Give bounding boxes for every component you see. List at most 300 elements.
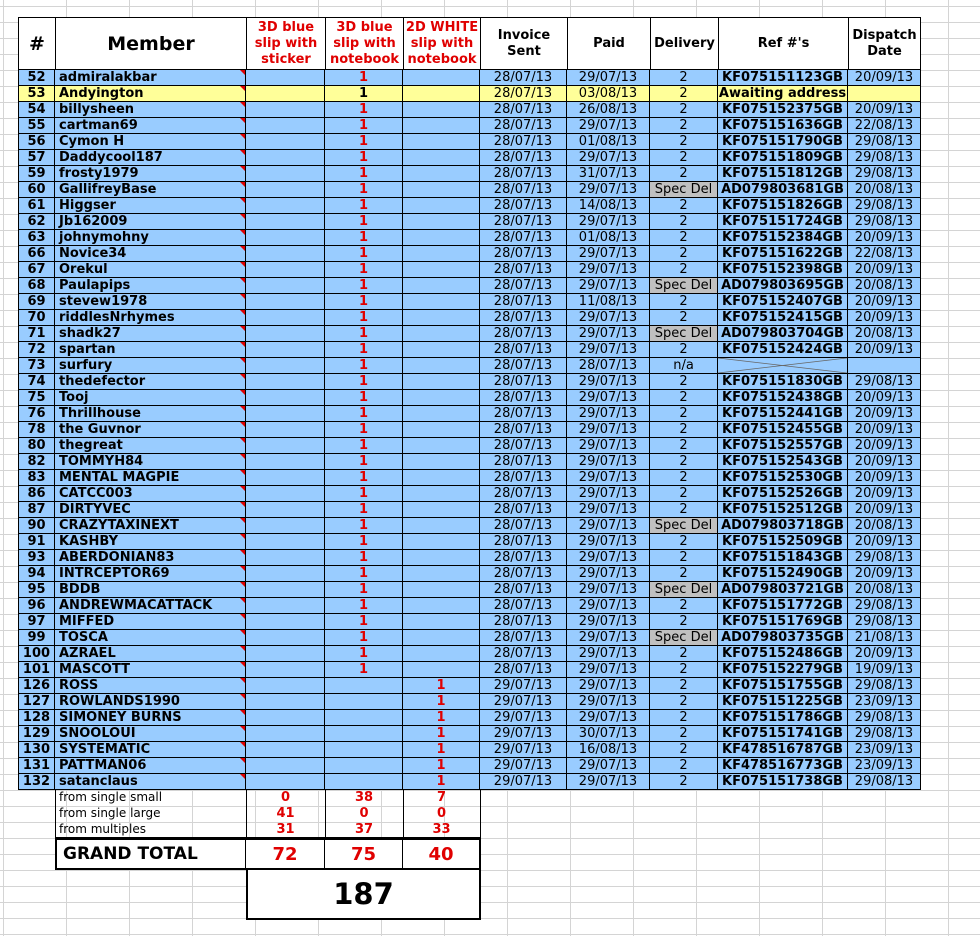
paid-date[interactable]: 01/08/13 — [567, 134, 650, 150]
qty-3d-sticker[interactable] — [246, 726, 325, 742]
member-name[interactable]: INTRCEPTOR69 — [55, 566, 246, 582]
dispatch-date[interactable]: 23/09/13 — [848, 742, 921, 758]
qty-3d-notebook[interactable] — [325, 726, 403, 742]
qty-3d-sticker[interactable] — [246, 246, 325, 262]
qty-2d-notebook[interactable] — [403, 278, 480, 294]
delivery-type[interactable]: 2 — [650, 438, 718, 454]
member-name[interactable]: thedefector — [55, 374, 246, 390]
qty-3d-sticker[interactable] — [246, 374, 325, 390]
row-number[interactable]: 126 — [18, 678, 55, 694]
dispatch-date[interactable]: 20/09/13 — [848, 310, 921, 326]
qty-3d-sticker[interactable] — [246, 278, 325, 294]
qty-3d-notebook[interactable] — [325, 742, 403, 758]
qty-3d-sticker[interactable] — [246, 134, 325, 150]
paid-date[interactable]: 29/07/13 — [567, 502, 650, 518]
row-number[interactable]: 57 — [18, 150, 55, 166]
qty-2d-notebook[interactable] — [403, 518, 480, 534]
member-name[interactable]: spartan — [55, 342, 246, 358]
dispatch-date[interactable]: 20/09/13 — [848, 294, 921, 310]
delivery-type[interactable]: 2 — [650, 758, 718, 774]
dispatch-date[interactable]: 29/08/13 — [848, 550, 921, 566]
invoice-date[interactable]: 28/07/13 — [480, 646, 567, 662]
qty-2d-notebook[interactable] — [403, 454, 480, 470]
qty-3d-sticker[interactable] — [246, 502, 325, 518]
ref-number[interactable]: KF075152415GB — [718, 310, 848, 326]
qty-3d-notebook[interactable]: 1 — [325, 502, 403, 518]
row-number[interactable]: 129 — [18, 726, 55, 742]
member-name[interactable]: Andyington — [55, 86, 246, 102]
dispatch-date[interactable]: 20/09/13 — [848, 646, 921, 662]
dispatch-date[interactable]: 29/08/13 — [848, 150, 921, 166]
delivery-type[interactable]: Spec Del — [650, 326, 718, 342]
row-number[interactable]: 63 — [18, 230, 55, 246]
header-paid[interactable]: Paid — [567, 17, 651, 70]
ref-number[interactable]: KF075152530GB — [718, 470, 848, 486]
member-name[interactable]: DIRTYVEC — [55, 502, 246, 518]
paid-date[interactable]: 29/07/13 — [567, 486, 650, 502]
row-number[interactable]: 87 — [18, 502, 55, 518]
qty-3d-sticker[interactable] — [246, 486, 325, 502]
delivery-type[interactable]: 2 — [650, 214, 718, 230]
qty-2d-notebook[interactable] — [403, 614, 480, 630]
paid-date[interactable]: 30/07/13 — [567, 726, 650, 742]
qty-2d-notebook[interactable]: 1 — [403, 694, 480, 710]
qty-3d-sticker[interactable] — [246, 742, 325, 758]
ref-number[interactable]: KF075151790GB — [718, 134, 848, 150]
invoice-date[interactable]: 28/07/13 — [480, 118, 567, 134]
paid-date[interactable]: 29/07/13 — [567, 550, 650, 566]
qty-3d-notebook[interactable]: 1 — [325, 214, 403, 230]
qty-3d-notebook[interactable]: 1 — [325, 166, 403, 182]
ref-number[interactable]: KF478516773GB — [718, 758, 848, 774]
delivery-type[interactable]: 2 — [650, 502, 718, 518]
delivery-type[interactable]: Spec Del — [650, 582, 718, 598]
ref-number[interactable]: KF075151786GB — [718, 710, 848, 726]
ref-number[interactable]: KF075151809GB — [718, 150, 848, 166]
invoice-date[interactable]: 29/07/13 — [480, 694, 567, 710]
invoice-date[interactable]: 28/07/13 — [480, 534, 567, 550]
ref-number[interactable]: AD079803721GB — [718, 582, 848, 598]
paid-date[interactable]: 29/07/13 — [567, 278, 650, 294]
dispatch-date[interactable]: 22/08/13 — [848, 246, 921, 262]
delivery-type[interactable]: 2 — [650, 102, 718, 118]
qty-3d-sticker[interactable] — [246, 326, 325, 342]
qty-3d-sticker[interactable] — [246, 102, 325, 118]
row-number[interactable]: 91 — [18, 534, 55, 550]
qty-2d-notebook[interactable] — [403, 294, 480, 310]
qty-3d-sticker[interactable] — [246, 614, 325, 630]
invoice-date[interactable]: 29/07/13 — [480, 710, 567, 726]
ref-number[interactable]: KF075152424GB — [718, 342, 848, 358]
qty-3d-sticker[interactable] — [246, 758, 325, 774]
row-number[interactable]: 80 — [18, 438, 55, 454]
member-name[interactable]: shadk27 — [55, 326, 246, 342]
paid-date[interactable]: 29/07/13 — [567, 214, 650, 230]
ref-number[interactable]: AD079803704GB — [718, 326, 848, 342]
dispatch-date[interactable]: 29/08/13 — [848, 710, 921, 726]
qty-2d-notebook[interactable] — [403, 198, 480, 214]
delivery-type[interactable]: 2 — [650, 726, 718, 742]
invoice-date[interactable]: 28/07/13 — [480, 550, 567, 566]
member-name[interactable]: ABERDONIAN83 — [55, 550, 246, 566]
paid-date[interactable]: 29/07/13 — [567, 310, 650, 326]
member-name[interactable]: SNOOLOUI — [55, 726, 246, 742]
delivery-type[interactable]: 2 — [650, 246, 718, 262]
delivery-type[interactable]: 2 — [650, 486, 718, 502]
invoice-date[interactable]: 28/07/13 — [480, 454, 567, 470]
row-number[interactable]: 67 — [18, 262, 55, 278]
dispatch-date[interactable]: 20/09/13 — [848, 230, 921, 246]
qty-2d-notebook[interactable] — [403, 86, 480, 102]
qty-3d-sticker[interactable] — [246, 230, 325, 246]
row-number[interactable]: 100 — [18, 646, 55, 662]
qty-2d-notebook[interactable] — [403, 598, 480, 614]
member-name[interactable]: PATTMAN06 — [55, 758, 246, 774]
paid-date[interactable]: 29/07/13 — [567, 774, 650, 790]
paid-date[interactable]: 29/07/13 — [567, 326, 650, 342]
qty-2d-notebook[interactable] — [403, 550, 480, 566]
delivery-type[interactable]: 2 — [650, 422, 718, 438]
delivery-type[interactable]: 2 — [650, 550, 718, 566]
delivery-type[interactable]: 2 — [650, 342, 718, 358]
invoice-date[interactable]: 28/07/13 — [480, 566, 567, 582]
qty-2d-notebook[interactable] — [403, 70, 480, 86]
qty-3d-sticker[interactable] — [246, 710, 325, 726]
dispatch-date[interactable]: 20/09/13 — [848, 470, 921, 486]
qty-3d-sticker[interactable] — [246, 294, 325, 310]
ref-number[interactable]: KF075152543GB — [718, 454, 848, 470]
qty-2d-notebook[interactable] — [403, 646, 480, 662]
ref-number[interactable]: KF075152398GB — [718, 262, 848, 278]
qty-3d-notebook[interactable]: 1 — [325, 438, 403, 454]
member-name[interactable]: Thrillhouse — [55, 406, 246, 422]
row-number[interactable]: 99 — [18, 630, 55, 646]
row-number[interactable]: 86 — [18, 486, 55, 502]
qty-2d-notebook[interactable] — [403, 486, 480, 502]
qty-3d-notebook[interactable]: 1 — [325, 390, 403, 406]
row-number[interactable]: 60 — [18, 182, 55, 198]
qty-3d-sticker[interactable] — [246, 358, 325, 374]
summary-label-single-small[interactable]: from single small — [59, 790, 163, 804]
qty-3d-sticker[interactable] — [246, 342, 325, 358]
qty-3d-notebook[interactable]: 1 — [325, 198, 403, 214]
delivery-type[interactable]: 2 — [650, 390, 718, 406]
paid-date[interactable]: 29/07/13 — [567, 70, 650, 86]
qty-3d-sticker[interactable] — [246, 598, 325, 614]
qty-3d-sticker[interactable] — [246, 518, 325, 534]
row-number[interactable]: 90 — [18, 518, 55, 534]
qty-3d-notebook[interactable]: 1 — [325, 310, 403, 326]
invoice-date[interactable]: 28/07/13 — [480, 326, 567, 342]
invoice-date[interactable]: 28/07/13 — [480, 406, 567, 422]
qty-3d-notebook[interactable]: 1 — [325, 342, 403, 358]
invoice-date[interactable]: 28/07/13 — [480, 518, 567, 534]
paid-date[interactable]: 29/07/13 — [567, 566, 650, 582]
member-name[interactable]: MENTAL MAGPIE — [55, 470, 246, 486]
qty-2d-notebook[interactable] — [403, 662, 480, 678]
delivery-type[interactable]: 2 — [650, 710, 718, 726]
invoice-date[interactable]: 28/07/13 — [480, 262, 567, 278]
invoice-date[interactable]: 28/07/13 — [480, 70, 567, 86]
row-number[interactable]: 83 — [18, 470, 55, 486]
invoice-date[interactable]: 28/07/13 — [480, 502, 567, 518]
qty-2d-notebook[interactable] — [403, 134, 480, 150]
delivery-type[interactable]: 2 — [650, 694, 718, 710]
ref-number[interactable]: KF075152455GB — [718, 422, 848, 438]
dispatch-date[interactable]: 20/08/13 — [848, 582, 921, 598]
invoice-date[interactable]: 29/07/13 — [480, 774, 567, 790]
dispatch-date[interactable]: 29/08/13 — [848, 214, 921, 230]
row-number[interactable]: 55 — [18, 118, 55, 134]
ref-number[interactable]: KF075151738GB — [718, 774, 848, 790]
dispatch-date[interactable] — [848, 358, 921, 374]
delivery-type[interactable]: 2 — [650, 614, 718, 630]
qty-3d-notebook[interactable]: 1 — [325, 150, 403, 166]
qty-3d-notebook[interactable]: 1 — [325, 294, 403, 310]
qty-3d-sticker[interactable] — [246, 678, 325, 694]
member-name[interactable]: admiralakbar — [55, 70, 246, 86]
ref-number[interactable]: KF075152486GB — [718, 646, 848, 662]
invoice-date[interactable]: 28/07/13 — [480, 278, 567, 294]
qty-3d-notebook[interactable]: 1 — [325, 518, 403, 534]
qty-2d-notebook[interactable] — [403, 102, 480, 118]
paid-date[interactable]: 29/07/13 — [567, 614, 650, 630]
summary-multiples-2d-notebook[interactable]: 33 — [432, 822, 451, 837]
qty-3d-notebook[interactable]: 1 — [325, 534, 403, 550]
dispatch-date[interactable]: 23/09/13 — [848, 694, 921, 710]
ref-number[interactable]: KF075151225GB — [718, 694, 848, 710]
ref-number[interactable]: KF075152438GB — [718, 390, 848, 406]
delivery-type[interactable]: 2 — [650, 662, 718, 678]
qty-2d-notebook[interactable] — [403, 406, 480, 422]
ref-number[interactable]: KF075151812GB — [718, 166, 848, 182]
member-name[interactable]: Orekul — [55, 262, 246, 278]
row-number[interactable]: 61 — [18, 198, 55, 214]
invoice-date[interactable]: 28/07/13 — [480, 486, 567, 502]
dispatch-date[interactable]: 20/09/13 — [848, 390, 921, 406]
delivery-type[interactable]: 2 — [650, 166, 718, 182]
row-number[interactable]: 130 — [18, 742, 55, 758]
qty-3d-notebook[interactable]: 1 — [325, 486, 403, 502]
qty-3d-notebook[interactable]: 1 — [325, 246, 403, 262]
dispatch-date[interactable]: 20/09/13 — [848, 422, 921, 438]
invoice-date[interactable]: 28/07/13 — [480, 422, 567, 438]
summary-multiples-3d-notebook[interactable]: 37 — [354, 822, 374, 837]
ref-number[interactable]: KF075151622GB — [718, 246, 848, 262]
ref-number[interactable]: AD079803718GB — [718, 518, 848, 534]
paid-date[interactable]: 29/07/13 — [567, 438, 650, 454]
member-name[interactable]: Cymon H — [55, 134, 246, 150]
grand-total-3d-sticker[interactable]: 72 — [246, 838, 326, 870]
qty-3d-sticker[interactable] — [246, 566, 325, 582]
qty-3d-sticker[interactable] — [246, 182, 325, 198]
delivery-type[interactable]: 2 — [650, 742, 718, 758]
qty-2d-notebook[interactable] — [403, 182, 480, 198]
paid-date[interactable]: 29/07/13 — [567, 678, 650, 694]
ref-number[interactable]: KF075151755GB — [718, 678, 848, 694]
qty-2d-notebook[interactable] — [403, 166, 480, 182]
ref-number[interactable] — [718, 358, 848, 374]
member-name[interactable]: TOSCA — [55, 630, 246, 646]
qty-2d-notebook[interactable] — [403, 438, 480, 454]
invoice-date[interactable]: 28/07/13 — [480, 614, 567, 630]
row-number[interactable]: 62 — [18, 214, 55, 230]
member-name[interactable]: MASCOTT — [55, 662, 246, 678]
dispatch-date[interactable]: 22/08/13 — [848, 118, 921, 134]
dispatch-date[interactable]: 23/09/13 — [848, 758, 921, 774]
qty-3d-sticker[interactable] — [246, 150, 325, 166]
invoice-date[interactable]: 28/07/13 — [480, 134, 567, 150]
ref-number[interactable]: KF075152441GB — [718, 406, 848, 422]
qty-3d-notebook[interactable]: 1 — [325, 102, 403, 118]
paid-date[interactable]: 29/07/13 — [567, 582, 650, 598]
qty-2d-notebook[interactable] — [403, 630, 480, 646]
qty-3d-notebook[interactable]: 1 — [325, 630, 403, 646]
ref-number[interactable]: KF075152375GB — [718, 102, 848, 118]
header-3d-sticker[interactable]: 3D blue slip with sticker — [246, 17, 326, 70]
qty-3d-notebook[interactable]: 1 — [325, 662, 403, 678]
member-name[interactable]: Novice34 — [55, 246, 246, 262]
row-number[interactable]: 97 — [18, 614, 55, 630]
ref-number[interactable]: KF075151769GB — [718, 614, 848, 630]
paid-date[interactable]: 29/07/13 — [567, 646, 650, 662]
row-number[interactable]: 127 — [18, 694, 55, 710]
dispatch-date[interactable]: 29/08/13 — [848, 678, 921, 694]
paid-date[interactable]: 29/07/13 — [567, 454, 650, 470]
qty-3d-sticker[interactable] — [246, 262, 325, 278]
paid-date[interactable]: 29/07/13 — [567, 598, 650, 614]
row-number[interactable]: 54 — [18, 102, 55, 118]
qty-2d-notebook[interactable] — [403, 150, 480, 166]
row-number[interactable]: 74 — [18, 374, 55, 390]
qty-2d-notebook[interactable] — [403, 390, 480, 406]
qty-3d-notebook[interactable]: 1 — [325, 646, 403, 662]
qty-2d-notebook[interactable]: 1 — [403, 742, 480, 758]
dispatch-date[interactable]: 20/08/13 — [848, 518, 921, 534]
overall-total[interactable]: 187 — [246, 868, 481, 920]
invoice-date[interactable]: 28/07/13 — [480, 198, 567, 214]
qty-2d-notebook[interactable] — [403, 214, 480, 230]
dispatch-date[interactable]: 29/08/13 — [848, 374, 921, 390]
delivery-type[interactable]: 2 — [650, 470, 718, 486]
dispatch-date[interactable]: 20/09/13 — [848, 534, 921, 550]
invoice-date[interactable]: 29/07/13 — [480, 742, 567, 758]
member-name[interactable]: AZRAEL — [55, 646, 246, 662]
paid-date[interactable]: 29/07/13 — [567, 262, 650, 278]
delivery-type[interactable]: 2 — [650, 230, 718, 246]
dispatch-date[interactable]: 20/09/13 — [848, 502, 921, 518]
invoice-date[interactable]: 28/07/13 — [480, 374, 567, 390]
qty-3d-sticker[interactable] — [246, 470, 325, 486]
header-delivery[interactable]: Delivery — [650, 17, 719, 70]
row-number[interactable]: 73 — [18, 358, 55, 374]
qty-2d-notebook[interactable] — [403, 422, 480, 438]
qty-3d-sticker[interactable] — [246, 534, 325, 550]
qty-3d-notebook[interactable]: 1 — [325, 326, 403, 342]
summary-multiples-3d-sticker[interactable]: 31 — [276, 822, 295, 837]
delivery-type[interactable]: Spec Del — [650, 630, 718, 646]
member-name[interactable]: Higgser — [55, 198, 246, 214]
grand-total-2d-notebook[interactable]: 40 — [403, 838, 481, 870]
qty-3d-notebook[interactable]: 1 — [325, 566, 403, 582]
dispatch-date[interactable]: 29/08/13 — [848, 134, 921, 150]
qty-3d-sticker[interactable] — [246, 166, 325, 182]
qty-3d-sticker[interactable] — [246, 422, 325, 438]
member-name[interactable]: TOMMYH84 — [55, 454, 246, 470]
ref-number[interactable]: KF075152384GB — [718, 230, 848, 246]
delivery-type[interactable]: 2 — [650, 310, 718, 326]
qty-3d-notebook[interactable]: 1 — [325, 582, 403, 598]
invoice-date[interactable]: 28/07/13 — [480, 214, 567, 230]
invoice-date[interactable]: 28/07/13 — [480, 598, 567, 614]
member-name[interactable]: johnymohny — [55, 230, 246, 246]
qty-3d-notebook[interactable] — [325, 774, 403, 790]
qty-3d-notebook[interactable]: 1 — [325, 358, 403, 374]
invoice-date[interactable]: 28/07/13 — [480, 294, 567, 310]
qty-2d-notebook[interactable] — [403, 470, 480, 486]
row-number[interactable]: 68 — [18, 278, 55, 294]
invoice-date[interactable]: 28/07/13 — [480, 86, 567, 102]
qty-3d-sticker[interactable] — [246, 70, 325, 86]
ref-number[interactable]: KF075152509GB — [718, 534, 848, 550]
grand-total-3d-notebook[interactable]: 75 — [325, 838, 404, 870]
ref-number[interactable]: KF075151724GB — [718, 214, 848, 230]
qty-2d-notebook[interactable] — [403, 262, 480, 278]
invoice-date[interactable]: 28/07/13 — [480, 582, 567, 598]
member-name[interactable]: SYSTEMATIC — [55, 742, 246, 758]
qty-3d-notebook[interactable] — [325, 710, 403, 726]
delivery-type[interactable]: 2 — [650, 678, 718, 694]
member-name[interactable]: MIFFED — [55, 614, 246, 630]
qty-3d-sticker[interactable] — [246, 454, 325, 470]
qty-3d-sticker[interactable] — [246, 774, 325, 790]
invoice-date[interactable]: 28/07/13 — [480, 182, 567, 198]
row-number[interactable]: 71 — [18, 326, 55, 342]
paid-date[interactable]: 29/07/13 — [567, 518, 650, 534]
dispatch-date[interactable]: 29/08/13 — [848, 198, 921, 214]
row-number[interactable]: 131 — [18, 758, 55, 774]
delivery-type[interactable]: 2 — [650, 150, 718, 166]
delivery-type[interactable]: 2 — [650, 262, 718, 278]
row-number[interactable]: 95 — [18, 582, 55, 598]
paid-date[interactable]: 29/07/13 — [567, 406, 650, 422]
paid-date[interactable]: 26/08/13 — [567, 102, 650, 118]
member-name[interactable]: Daddycool187 — [55, 150, 246, 166]
qty-3d-sticker[interactable] — [246, 310, 325, 326]
ref-number[interactable]: Awaiting address — [718, 86, 847, 101]
paid-date[interactable]: 29/07/13 — [567, 662, 650, 678]
qty-3d-notebook[interactable]: 1 — [325, 470, 403, 486]
invoice-date[interactable]: 28/07/13 — [480, 166, 567, 182]
qty-3d-sticker[interactable] — [246, 646, 325, 662]
row-number[interactable]: 75 — [18, 390, 55, 406]
paid-date[interactable]: 16/08/13 — [567, 742, 650, 758]
row-number[interactable]: 82 — [18, 454, 55, 470]
qty-2d-notebook[interactable] — [403, 566, 480, 582]
row-number[interactable]: 132 — [18, 774, 55, 790]
paid-date[interactable]: 29/07/13 — [567, 342, 650, 358]
qty-3d-notebook[interactable]: 1 — [325, 230, 403, 246]
invoice-date[interactable]: 29/07/13 — [480, 726, 567, 742]
qty-3d-sticker[interactable] — [246, 694, 325, 710]
qty-2d-notebook[interactable] — [403, 502, 480, 518]
ref-number[interactable]: AD079803681GB — [718, 182, 848, 198]
dispatch-date[interactable]: 20/09/13 — [848, 454, 921, 470]
ref-number[interactable]: KF075152279GB — [718, 662, 848, 678]
qty-3d-sticker[interactable] — [246, 390, 325, 406]
summary-label-multiples[interactable]: from multiples — [59, 822, 146, 836]
member-name[interactable]: BDDB — [55, 582, 246, 598]
